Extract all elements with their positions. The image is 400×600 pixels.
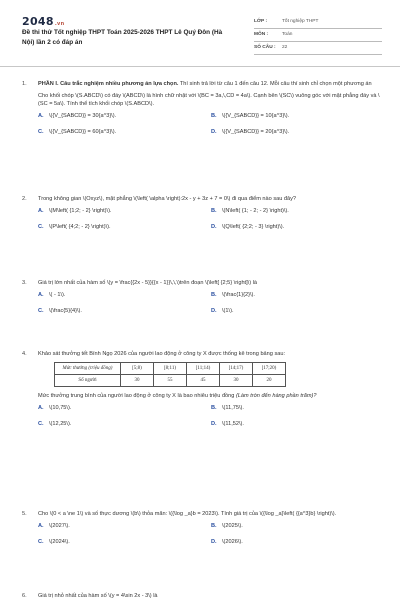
option-c[interactable]: C. \({V_{SABCD}} = 60{a^3}\). [38, 129, 117, 136]
question-text: Cho khối chóp \(S.ABCD\) có đáy \(ABCD\) là hình chữ nhật với \(BC = 3a,\,CD = 4a\). Cạnh bên \(SC\) vuông góc với mặt phẳng đáy và \(SC = 5a\). Tính thể tích khối chóp \(S.ABCD\). [38, 93, 380, 108]
document-header [22, 14, 382, 56]
option-d[interactable]: D. \(Q\left( {2;2; - 3} \right)\). [211, 224, 285, 231]
question-text: Khảo sát thưởng tết Bính Ngọ 2026 của người lao động ở công ty X được thống kê trong bảng sau: [38, 351, 286, 357]
exam-title: Đề thi thử Tốt nghiệp THPT Toán 2025-2026 THPT Lê Quý Đôn (Hà Nội) lần 2 có đáp án [22, 29, 223, 46]
option-b[interactable]: B. \(2025\). [211, 523, 243, 530]
exam-meta [254, 16, 382, 55]
site-logo[interactable]: 2048.vn [22, 15, 65, 28]
option-a[interactable]: A. \(M\left( {1;2; - 2} \right)\). [38, 208, 112, 215]
question-4: 4. Khảo sát thưởng tết Bính Ngọ 2026 của người lao động ở công ty X được thống kê trong bảng sau: Mức thưởng (triệu đồng) [5;8) [8;11) [11;14) [14;17) [17;20) Số người 30 55 45 30 20 Mức thưởng trung bình của người lao động ở công ty X là bao nhiêu triệu đồng (Làm tròn đến hàng phần trăm)? A. \(10,75\). B. \(11,75\). C. \(12,25\). D. \(11,52\). [22, 350, 380, 428]
option-b[interactable]: B. \(N\left( {1; - 2; - 2} \right)\). [211, 208, 289, 215]
question-text-2: Mức thưởng trung bình của người lao động ở công ty X là bao nhiêu triệu đồng (Làm tròn đến hàng phần trăm)? [38, 393, 317, 400]
meta-row-count: SỐ CÂU : 22 [254, 42, 382, 55]
option-c[interactable]: C. \(P\left( {4;2; - 2} \right)\). [38, 224, 111, 231]
question-text: Trong không gian \(Oxyz\), mặt phẳng \(\left( \alpha \right):2x - y + 3z + 7 = 0\) đi qua điểm nào sau đây? [38, 196, 297, 202]
option-c[interactable]: C. \(2024\). [38, 539, 70, 546]
question-text: Giá trị nhỏ nhất của hàm số \(y = 4\sin 2x - 3\) là [38, 593, 158, 599]
meta-row-subject: MÔN : Toán [254, 29, 382, 42]
option-a[interactable]: A. \(2027\). [38, 523, 70, 530]
bonus-table [54, 362, 286, 387]
option-c[interactable]: C. \(\frac{5}{4}\). [38, 308, 82, 315]
option-b[interactable]: B. \(\frac{1}{2}\). [211, 292, 255, 299]
question-2: 2. Trong không gian \(Oxyz\), mặt phẳng \(\left( \alpha \right):2x - y + 3z + 7 = 0\) đi qua điểm nào sau đây? A. \(M\left( {1;2; - 2} \right)\). B. \(N\left( {1; - 2; - 2} \right)\). C. \(P\left( {4;2; - 2} \right)\). D. \(Q\left( {2;2; - 3} \right)\). [22, 195, 380, 231]
option-d[interactable]: D. \({V_{SABCD}} = 20{a^3}\). [211, 129, 290, 136]
meta-row-class: LỚP : Tốt nghiệp THPT [254, 16, 382, 29]
option-b[interactable]: B. \({V_{SABCD}} = 10{a^3}\). [211, 113, 290, 120]
option-a[interactable]: A. \({V_{SABCD}} = 30{a^3}\). [38, 113, 117, 120]
question-5: 5. Cho \(0 < a \ne 1\) và số thực dương \(b\) thỏa mãn: \({\log _a}b = 2023\). Tính giá trị của \({\log _a}\left( {{a^3}b} \right)\). A. \(2027\). B. \(2025\). C. \(2024\). D. \(2026\). [22, 510, 380, 546]
table-row: Số người 30 55 45 30 20 [55, 375, 286, 387]
question-text: Giá trị lớn nhất của hàm số \(y = \frac{{2x - 5}}{{x - 1}}\,\,\)trên đoạn \(\left[ {2;5} \right]\) là [38, 280, 257, 286]
table-row: Mức thưởng (triệu đồng) [5;8) [8;11) [11;14) [14;17) [17;20) [55, 363, 286, 375]
question-1: 1. PHẦN I. Câu trắc nghiệm nhiều phương án lựa chọn. Thí sinh trả lời từ câu 1 đến câu 12. Mỗi câu thí sinh chỉ chọn một phương án Cho khối chóp \(S.ABCD\) có đáy \(ABCD\) là hình chữ nhật với \(BC = 3a,\,CD = 4a\). Cạnh bên \(SC\) vuông góc với mặt phẳng đáy và \(SC = 5a\). Tính thể tích khối chóp \(S.ABCD\). A. \({V_{SABCD}} = 30{a^3}\). B. \({V_{SABCD}} = 10{a^3}\). C. \({V_{SABCD}} = 60{a^3}\). D. \({V_{SABCD}} = 20{a^3}\). [22, 80, 380, 137]
question-6: 6. Giá trị nhỏ nhất của hàm số \(y = 4\sin 2x - 3\) là [22, 592, 380, 600]
question-3: 3. Giá trị lớn nhất của hàm số \(y = \frac{{2x - 5}}{{x - 1}}\,\,\)trên đoạn \(\left[ {2;5} \right]\) là A. \( - 1\). B. \(\frac{1}{2}\). C. \(\frac{5}{4}\). D. \(1\). [22, 279, 380, 315]
option-b[interactable]: B. \(11,75\). [211, 405, 244, 412]
option-d[interactable]: D. \(2026\). [211, 539, 243, 546]
option-c[interactable]: C. \(12,25\). [38, 421, 72, 428]
option-a[interactable]: A. \(10,75\). [38, 405, 72, 412]
option-d[interactable]: D. \(11,52\). [211, 421, 244, 428]
question-text: Cho \(0 < a \ne 1\) và số thực dương \(b\) thỏa mãn: \({\log _a}b = 2023\). Tính giá trị của \({\log _a}\left( {{a^3}b} \right)\). [38, 511, 337, 517]
header-divider [0, 66, 400, 67]
option-d[interactable]: D. \(1\). [211, 308, 234, 315]
part-heading: PHẦN I. Câu trắc nghiệm nhiều phương án lựa chọn. [38, 81, 179, 87]
option-a[interactable]: A. \( - 1\). [38, 292, 66, 299]
